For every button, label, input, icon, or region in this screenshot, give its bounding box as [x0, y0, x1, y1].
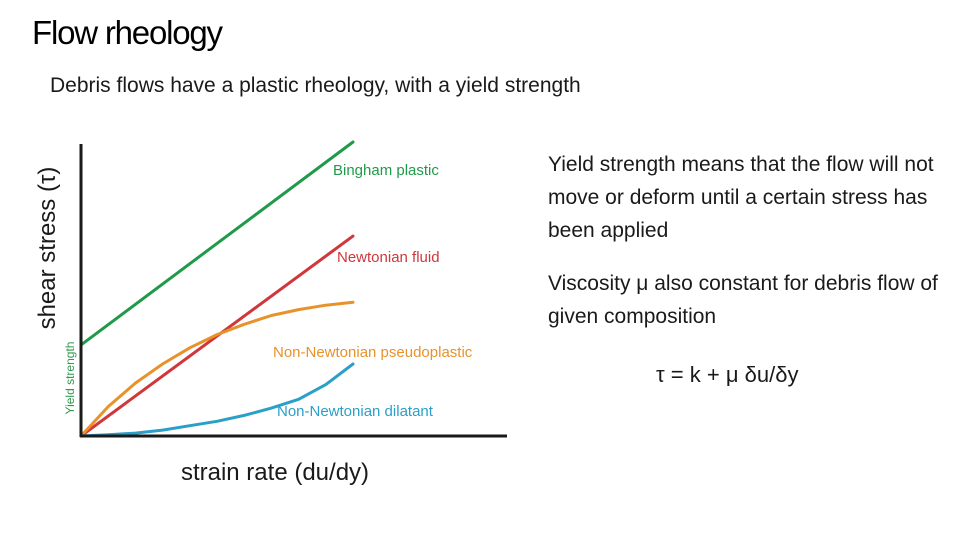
series-line-bingham-plastic: [81, 142, 353, 345]
series-label-non-newtonian-pseudoplastic: Non-Newtonian pseudoplastic: [273, 344, 473, 361]
rheology-chart-svg: [25, 130, 520, 500]
series-label-newtonian-fluid: Newtonian fluid: [337, 249, 440, 266]
series-labels-group: [273, 162, 473, 420]
rheology-equation: τ = k + μ δu/δy: [656, 362, 799, 387]
slide-title: Flow rheology: [32, 14, 222, 51]
y-axis-label: shear stress (τ): [34, 166, 61, 330]
series-label-non-newtonian-dilatant: Non-Newtonian dilatant: [277, 403, 433, 420]
note-yield-strength: Yield strength means that the flow will not move or deform until a certain stress has been applied: [548, 153, 934, 242]
note-viscosity: Viscosity μ also constant for debris flow of given composition: [548, 272, 938, 328]
notes-panel: [548, 148, 948, 353]
yield-strength-annotation: Yield strength: [63, 341, 77, 415]
slide-subtitle: Debris flows have a plastic rheology, with a yield strength: [50, 74, 581, 97]
series-label-bingham-plastic: Bingham plastic: [333, 162, 439, 179]
rheology-chart: [25, 130, 520, 500]
x-axis-label: strain rate (du/dy): [180, 459, 370, 486]
series-line-non-newtonian-dilatant: [81, 364, 353, 436]
curves-group: [81, 142, 353, 436]
